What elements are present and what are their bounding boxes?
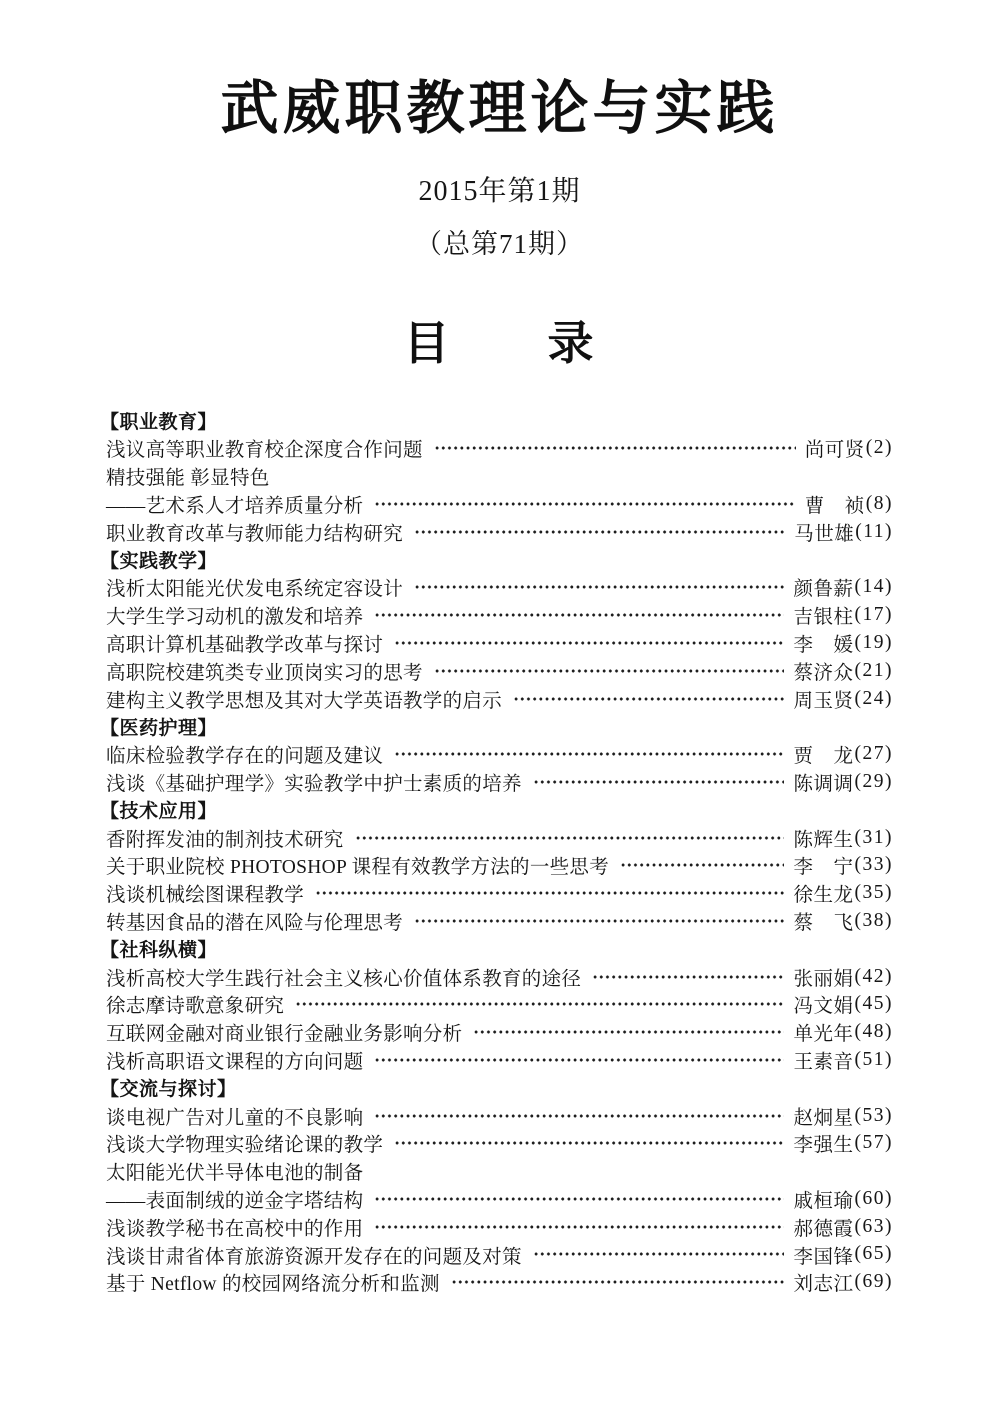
entry-author: 郝德霞 <box>793 1218 854 1240</box>
entry-title: 浅谈大学物理实验绪论课的教学 <box>106 1135 384 1157</box>
entry-page: (33) <box>854 854 893 876</box>
entry-author: 李强生 <box>793 1135 854 1157</box>
dot-leader <box>473 1018 784 1046</box>
entry-author: 颜鲁薪 <box>793 579 854 601</box>
entry-title: 高职计算机基础教学改革与探讨 <box>106 634 384 656</box>
volume-line: （总第71期） <box>415 228 584 259</box>
toc-entry <box>106 990 893 1018</box>
section-items <box>106 573 893 712</box>
toc-entry <box>106 1018 893 1046</box>
entry-title: 浅析高校大学生践行社会主义核心价值体系教育的途径 <box>106 968 582 990</box>
entry-page: (65) <box>854 1243 893 1265</box>
entry-author: 尚可贤 <box>804 440 865 462</box>
entry-author: 张丽娟 <box>793 968 854 990</box>
entry-page: (60) <box>854 1187 893 1209</box>
entry-title: 浅析高职语文课程的方向问题 <box>106 1051 364 1073</box>
dot-leader <box>592 963 784 991</box>
entry-page: (48) <box>854 1021 893 1043</box>
toc-entry <box>106 851 893 879</box>
toc-entry <box>106 879 893 907</box>
toc-entry <box>106 685 893 713</box>
entry-title: 建构主义教学思想及其对大学英语教学的启示 <box>106 690 503 712</box>
dot-leader <box>513 685 784 713</box>
toc-section <box>100 712 893 795</box>
toc-section <box>100 546 893 713</box>
dot-leader <box>533 1241 785 1269</box>
entry-title: 精技强能 彰显特色 <box>106 468 270 490</box>
toc-entry <box>106 768 893 796</box>
toc-entry <box>106 740 893 768</box>
section-header: 【实践教学】 <box>100 551 218 573</box>
toc-entry <box>106 601 893 629</box>
toc-heading: 目 录 <box>403 317 596 369</box>
dot-leader <box>394 740 784 768</box>
entry-page: (38) <box>854 909 893 931</box>
entry-page: (45) <box>854 993 893 1015</box>
entry-author: 马世雄 <box>794 523 855 545</box>
dot-leader <box>355 824 785 852</box>
entry-title: ——表面制绒的逆金字塔结构 <box>106 1190 364 1212</box>
toc-entry <box>106 907 893 935</box>
section-header: 【医药护理】 <box>100 717 218 739</box>
entry-author: 李 宁 <box>793 857 854 879</box>
dot-leader <box>394 629 784 657</box>
toc-entry <box>106 1268 893 1296</box>
dot-leader <box>374 1102 784 1130</box>
toc-entry <box>106 518 893 546</box>
entry-author: 贾 龙 <box>793 746 854 768</box>
dot-leader <box>434 657 785 685</box>
toc-entry <box>106 462 893 490</box>
entry-page: (8) <box>865 492 893 514</box>
entry-page: (31) <box>854 826 893 848</box>
journal-title: 武威职教理论与实践 <box>220 76 779 141</box>
toc-section <box>100 796 893 935</box>
dot-leader <box>374 1185 784 1213</box>
entry-page: (19) <box>854 631 893 653</box>
dot-leader <box>414 907 784 935</box>
toc-list <box>100 407 893 1297</box>
entry-title: 浅议高等职业教育校企深度合作问题 <box>106 440 423 462</box>
toc-entry <box>106 1185 893 1213</box>
section-items <box>106 434 893 545</box>
toc-entry <box>106 629 893 657</box>
entry-author: 王素音 <box>793 1051 854 1073</box>
entry-author: 吉银柱 <box>793 607 854 629</box>
toc-section <box>100 407 893 546</box>
entry-page: (17) <box>854 604 893 626</box>
section-header: 【社科纵横】 <box>100 940 218 962</box>
entry-title: 转基因食品的潜在风险与伦理思考 <box>106 912 404 934</box>
entry-author: 赵炯星 <box>793 1107 854 1129</box>
section-items <box>106 824 893 935</box>
entry-author: 周玉贤 <box>793 690 854 712</box>
entry-author: 蔡 飞 <box>793 912 854 934</box>
dot-leader <box>414 573 784 601</box>
entry-author: 徐生龙 <box>793 885 854 907</box>
entry-title: 徐志摩诗歌意象研究 <box>106 996 285 1018</box>
entry-title: 大学生学习动机的激发和培养 <box>106 607 364 629</box>
entry-page: (57) <box>854 1132 893 1154</box>
entry-page: (63) <box>854 1215 893 1237</box>
toc-entry <box>106 657 893 685</box>
entry-page: (24) <box>854 687 893 709</box>
toc-entry <box>106 1213 893 1241</box>
toc-section <box>100 1074 893 1296</box>
section-header: 【职业教育】 <box>100 412 218 434</box>
dot-leader <box>414 518 785 546</box>
dot-leader <box>533 768 785 796</box>
toc-section <box>100 935 893 1074</box>
entry-title: 谈电视广告对儿童的不良影响 <box>106 1107 364 1129</box>
entry-author: 单光年 <box>793 1024 854 1046</box>
section-items <box>106 963 893 1074</box>
entry-page: (53) <box>854 1104 893 1126</box>
dot-leader <box>394 1129 784 1157</box>
toc-entry <box>106 434 893 462</box>
entry-title: 关于职业院校 PHOTOSHOP 课程有效教学方法的一些思考 <box>106 857 610 879</box>
entry-page: (29) <box>854 770 893 792</box>
toc-entry <box>106 824 893 852</box>
dot-leader <box>295 990 784 1018</box>
entry-author: 戚桓瑜 <box>793 1190 854 1212</box>
entry-author: 陈调调 <box>793 773 854 795</box>
dot-leader <box>620 851 784 879</box>
entry-page: (27) <box>854 743 893 765</box>
toc-entry <box>106 963 893 991</box>
section-items <box>106 1102 893 1297</box>
entry-author: 冯文娟 <box>793 996 854 1018</box>
entry-title: 基于 Netflow 的校园网络流分析和监测 <box>106 1274 440 1296</box>
entry-page: (35) <box>854 882 893 904</box>
entry-title: 浅谈《基础护理学》实验教学中护士素质的培养 <box>106 773 522 795</box>
toc-entry <box>106 1241 893 1269</box>
entry-author: 李 媛 <box>793 634 854 656</box>
dot-leader <box>315 879 784 907</box>
entry-author: 曹 祯 <box>804 495 865 517</box>
entry-title: 职业教育改革与教师能力结构研究 <box>106 523 404 545</box>
entry-page: (69) <box>854 1271 893 1293</box>
entry-author: 陈辉生 <box>793 829 854 851</box>
dot-leader <box>374 601 784 629</box>
dot-leader <box>374 1046 784 1074</box>
section-header: 【技术应用】 <box>100 801 218 823</box>
entry-title: 香附挥发油的制剂技术研究 <box>106 829 344 851</box>
entry-page: (42) <box>854 965 893 987</box>
entry-title: 互联网金融对商业银行金融业务影响分析 <box>106 1024 463 1046</box>
entry-author: 李国锋 <box>793 1246 854 1268</box>
entry-page: (2) <box>865 437 893 459</box>
entry-page: (11) <box>855 520 893 542</box>
section-items <box>106 740 893 796</box>
entry-title: 高职院校建筑类专业顶岗实习的思考 <box>106 662 423 684</box>
entry-title: 太阳能光伏半导体电池的制备 <box>106 1163 364 1185</box>
issue-line: 2015年第1期 <box>418 175 581 207</box>
entry-author: 蔡济众 <box>793 662 854 684</box>
entry-title: 浅谈机械绘图课程教学 <box>106 885 305 907</box>
entry-page: (21) <box>854 659 893 681</box>
entry-title: 临床检验教学存在的问题及建议 <box>106 746 384 768</box>
toc-entry <box>106 573 893 601</box>
dot-leader <box>374 490 795 518</box>
entry-title: 浅谈教学秘书在高校中的作用 <box>106 1218 364 1240</box>
toc-entry <box>106 1129 893 1157</box>
section-header: 【交流与探讨】 <box>100 1079 237 1101</box>
dot-leader <box>434 434 796 462</box>
entry-title: ——艺术系人才培养质量分析 <box>106 495 364 517</box>
toc-entry <box>106 1046 893 1074</box>
toc-entry <box>106 490 893 518</box>
entry-author: 刘志江 <box>793 1274 854 1296</box>
toc-entry <box>106 1157 893 1185</box>
entry-page: (51) <box>854 1048 893 1070</box>
entry-title: 浅析太阳能光伏发电系统定容设计 <box>106 579 404 601</box>
dot-leader <box>374 1213 784 1241</box>
entry-page: (14) <box>854 576 893 598</box>
entry-title: 浅谈甘肃省体育旅游资源开发存在的问题及对策 <box>106 1246 522 1268</box>
toc-entry <box>106 1102 893 1130</box>
dot-leader <box>451 1268 785 1296</box>
